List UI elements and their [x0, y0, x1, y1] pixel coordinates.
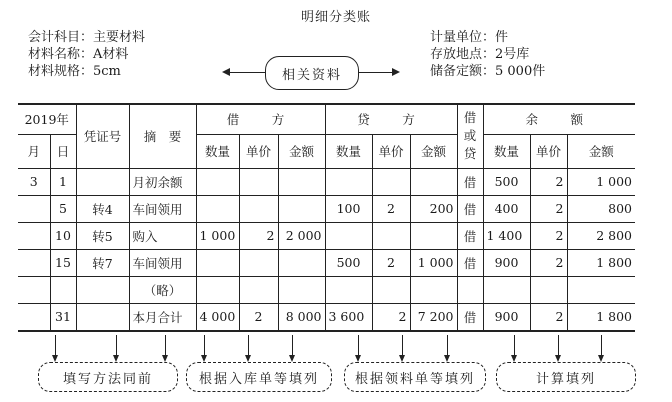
row-balance-amount: 1 800	[567, 249, 635, 276]
row-debit-price: 2	[239, 303, 278, 331]
table-row	[18, 276, 635, 303]
debit-amount-header: 金额	[278, 134, 325, 168]
month-header: 月	[18, 134, 50, 168]
row-balance-amount: 1 000	[567, 168, 635, 195]
balance-qty-header: 数量	[483, 134, 530, 168]
summary-header: 摘 要	[129, 104, 196, 168]
row-balance-price: 2	[530, 222, 567, 249]
row-direction: 借	[457, 168, 483, 195]
down-arrow-icon	[204, 335, 205, 357]
row-credit-qty: 3 600	[325, 303, 372, 331]
row-day: 10	[50, 222, 76, 249]
row-balance-price	[530, 276, 567, 303]
credit-qty-header: 数量	[325, 134, 372, 168]
row-debit-amount	[278, 168, 325, 195]
account-subject: 会计科目：主要材料	[28, 30, 146, 45]
row-debit-amount	[278, 276, 325, 303]
row-balance-qty: 900	[483, 303, 530, 331]
table-row	[18, 168, 635, 195]
material-name: 材料名称：A材料	[28, 47, 129, 62]
table-row	[18, 195, 635, 222]
down-arrow-icon	[514, 335, 515, 357]
voucher-header: 凭证号	[76, 104, 129, 168]
row-credit-price	[372, 222, 410, 249]
down-arrow-icon	[601, 335, 602, 357]
row-voucher	[76, 168, 129, 195]
row-direction: 借	[457, 303, 483, 331]
row-credit-price	[372, 168, 410, 195]
row-credit-price: 2	[372, 195, 410, 222]
row-credit-qty	[325, 276, 372, 303]
row-balance-amount: 800	[567, 195, 635, 222]
row-debit-amount: 2 000	[278, 222, 325, 249]
down-arrow-icon	[55, 335, 56, 357]
row-debit-price	[239, 195, 278, 222]
row-month	[18, 276, 50, 303]
table-row	[18, 222, 635, 249]
row-balance-qty: 1 400	[483, 222, 530, 249]
down-arrow-icon	[447, 335, 448, 357]
row-credit-qty: 100	[325, 195, 372, 222]
row-credit-amount	[410, 276, 457, 303]
credit-price-header: 单价	[372, 134, 410, 168]
row-balance-price: 2	[530, 195, 567, 222]
reserve-quota: 储备定额：5 000件	[430, 64, 546, 79]
row-debit-qty	[196, 195, 239, 222]
row-balance-qty: 900	[483, 249, 530, 276]
debit-header: 借 方	[196, 104, 325, 134]
same-method-box: 填写方法同前	[38, 362, 178, 392]
left-arrow-icon	[222, 68, 230, 76]
row-credit-amount	[410, 168, 457, 195]
down-arrow-icon	[165, 335, 166, 357]
row-debit-qty: 1 000	[196, 222, 239, 249]
storage-location: 存放地点：2号库	[430, 47, 530, 62]
down-arrow-icon	[248, 335, 249, 357]
balance-header: 余 额	[483, 104, 635, 134]
row-balance-qty	[483, 276, 530, 303]
row-day	[50, 276, 76, 303]
right-arrow-line	[358, 72, 394, 73]
direction-header: 借或贷	[457, 104, 483, 168]
row-direction: 借	[457, 222, 483, 249]
row-debit-qty	[196, 249, 239, 276]
row-balance-amount: 2 800	[567, 222, 635, 249]
table-row	[18, 303, 635, 331]
calculation-box: 计算填列	[496, 362, 636, 392]
debit-qty-header: 数量	[196, 134, 239, 168]
row-credit-amount: 7 200	[410, 303, 457, 331]
row-voucher: 转5	[76, 222, 129, 249]
row-summary: 月初余额	[129, 168, 196, 195]
row-debit-qty: 4 000	[196, 303, 239, 331]
row-debit-amount: 8 000	[278, 303, 325, 331]
row-debit-price	[239, 249, 278, 276]
row-summary: 车间领用	[129, 249, 196, 276]
credit-amount-header: 金额	[410, 134, 457, 168]
table-row	[18, 249, 635, 276]
row-credit-price: 2	[372, 303, 410, 331]
row-credit-amount: 1 000	[410, 249, 457, 276]
row-debit-price	[239, 168, 278, 195]
meta-right	[430, 29, 545, 80]
row-voucher: 转7	[76, 249, 129, 276]
row-voucher: 转4	[76, 195, 129, 222]
ledger-table	[18, 103, 635, 332]
down-arrow-icon	[358, 335, 359, 357]
row-debit-amount	[278, 249, 325, 276]
row-summary: 本月合计	[129, 303, 196, 331]
row-month	[18, 249, 50, 276]
year-header: 2019年	[18, 104, 76, 134]
ledger-title: 明细分类账	[300, 10, 371, 25]
row-voucher	[76, 276, 129, 303]
row-month	[18, 195, 50, 222]
row-credit-price: 2	[372, 249, 410, 276]
row-month	[18, 303, 50, 331]
row-debit-qty	[196, 168, 239, 195]
requisition-box: 根据领料单等填列	[344, 362, 486, 392]
row-summary: （略）	[129, 276, 196, 303]
meta-left	[28, 29, 145, 80]
debit-price-header: 单价	[239, 134, 278, 168]
measure-unit: 计量单位：件	[430, 30, 509, 45]
row-credit-qty	[325, 222, 372, 249]
material-spec: 材料规格：5cm	[28, 64, 121, 79]
row-summary: 车间领用	[129, 195, 196, 222]
row-day: 31	[50, 303, 76, 331]
row-credit-qty: 500	[325, 249, 372, 276]
day-header: 日	[50, 134, 76, 168]
row-debit-amount	[278, 195, 325, 222]
row-debit-price: 2	[239, 222, 278, 249]
row-debit-qty	[196, 276, 239, 303]
row-balance-price: 2	[530, 303, 567, 331]
row-balance-amount	[567, 276, 635, 303]
row-balance-price: 2	[530, 249, 567, 276]
credit-header: 贷 方	[325, 104, 457, 134]
row-debit-price	[239, 276, 278, 303]
row-direction	[457, 276, 483, 303]
row-summary: 购入	[129, 222, 196, 249]
row-credit-price	[372, 276, 410, 303]
down-arrow-icon	[116, 335, 117, 357]
down-arrow-icon	[292, 335, 293, 357]
row-month	[18, 222, 50, 249]
related-info-box: 相关资料	[265, 56, 359, 90]
row-month: 3	[18, 168, 50, 195]
left-arrow-line	[228, 72, 265, 73]
row-balance-qty: 500	[483, 168, 530, 195]
right-arrow-icon	[392, 68, 400, 76]
balance-price-header: 单价	[530, 134, 567, 168]
row-credit-amount: 200	[410, 195, 457, 222]
balance-amount-header: 金额	[567, 134, 635, 168]
row-direction: 借	[457, 195, 483, 222]
row-balance-amount: 1 800	[567, 303, 635, 331]
row-balance-price: 2	[530, 168, 567, 195]
down-arrow-icon	[402, 335, 403, 357]
row-day: 1	[50, 168, 76, 195]
down-arrow-icon	[558, 335, 559, 357]
row-direction: 借	[457, 249, 483, 276]
row-day: 5	[50, 195, 76, 222]
row-credit-qty	[325, 168, 372, 195]
row-day: 15	[50, 249, 76, 276]
row-credit-amount	[410, 222, 457, 249]
row-voucher	[76, 303, 129, 331]
receipt-box: 根据入库单等填列	[186, 362, 332, 392]
row-balance-qty: 400	[483, 195, 530, 222]
